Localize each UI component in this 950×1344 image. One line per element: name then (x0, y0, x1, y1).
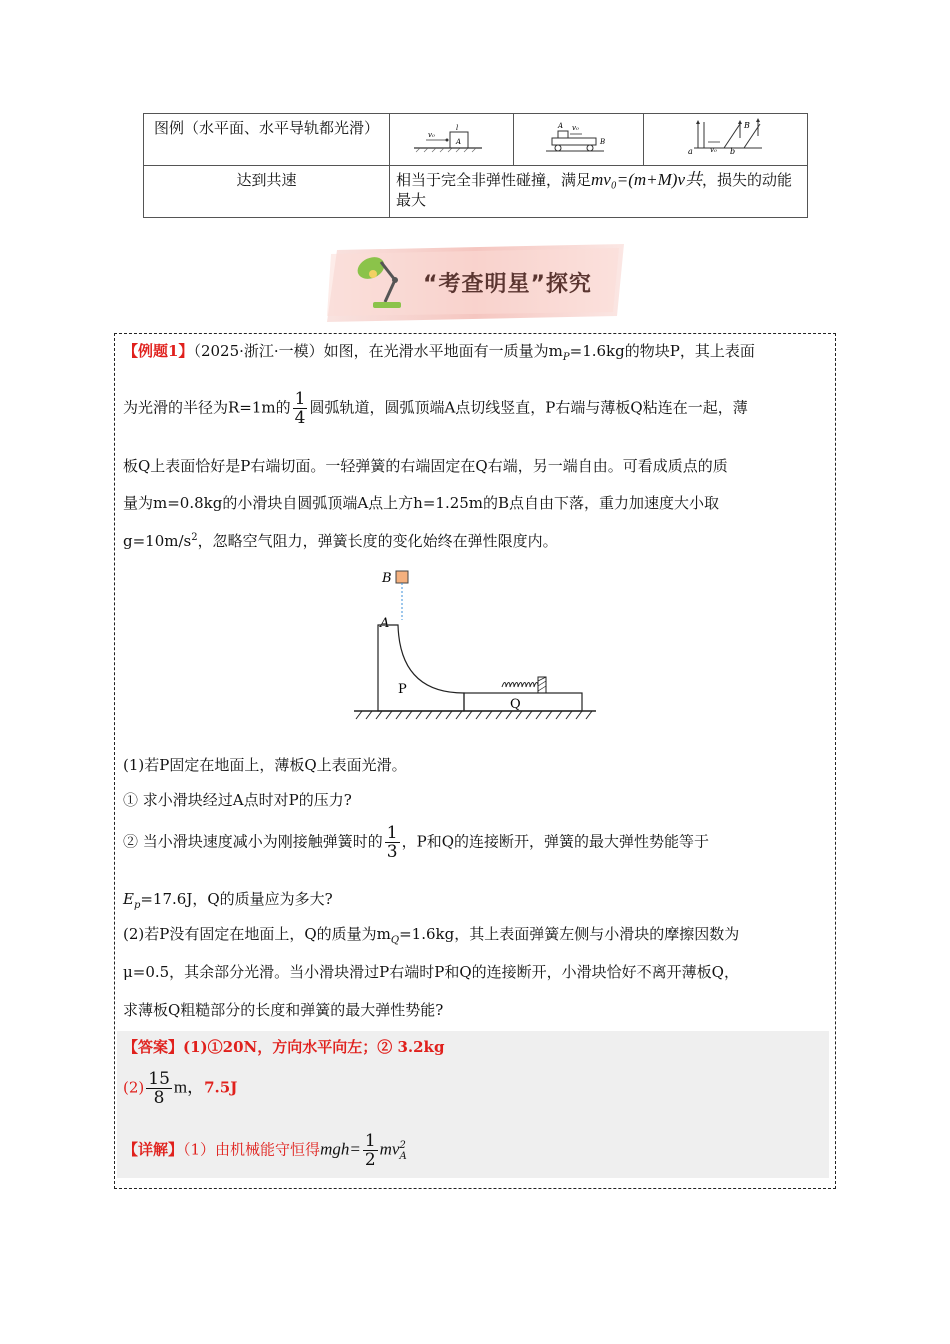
problem-line-4: 量为m=0.8kg的小滑块自圆弧顶端A点上方h=1.25m的B点自由下落，重力加速度大小取 (123, 494, 720, 512)
figure-rails (644, 114, 808, 166)
fig1-a-label: A (455, 138, 461, 146)
desc-formula: mv₀=(m+M)v共 (591, 170, 702, 189)
fig3-bb-label: b (729, 147, 735, 156)
fraction-third (385, 824, 400, 861)
frac-num: 1 (364, 1131, 376, 1151)
label-q: Q (510, 697, 521, 712)
q2-pre: (2)若P没有固定在地面上，Q的质量为m (123, 925, 391, 943)
answer-2-post: 7.5J (204, 1078, 238, 1097)
q1b-post: ，P和Q的连接断开，弹簧的最大弹性势能等于 (401, 832, 710, 851)
lamp-icon (351, 250, 421, 316)
figure-block-spring (390, 114, 514, 166)
answer-line-2 (123, 1070, 237, 1107)
detail-line (123, 1132, 407, 1169)
fig3-b-label: B (743, 121, 750, 130)
figure-cart (514, 114, 644, 166)
fig2-a-label: A (557, 122, 563, 130)
l1-end: =1.6kg的物块P，其上表面 (569, 342, 755, 360)
q1b-pre: ② 当小滑块速度减小为刚接触弹簧时的 (123, 832, 383, 851)
quarter-arc-block (378, 625, 464, 711)
l5-sup: 2 (191, 532, 198, 543)
fig2-b-label: B (599, 138, 605, 146)
q1c-sub: p (133, 900, 141, 911)
answer-2-unit: m， (173, 1077, 205, 1097)
diagram-rails (684, 118, 768, 156)
detail-sub: A (399, 1150, 407, 1162)
fig1-l-label: l (455, 124, 458, 132)
q2-post: =1.6kg，其上表面弹簧左侧与小滑块的摩擦因数为 (399, 925, 740, 943)
question-1c (123, 888, 333, 911)
answer-tag: 【答案】 (123, 1038, 184, 1056)
example-tag: 【例题1】 (123, 342, 194, 360)
block-b (396, 571, 408, 583)
problem-line-2 (123, 390, 748, 427)
detail-tag: 【详解】 (123, 1140, 184, 1159)
l2-post: 圆弧轨道，圆弧顶端A点切线竖直，P右端与薄板Q粘连在一起，薄 (309, 398, 748, 417)
table-cell-legend-label: 图例（水平面、水平导轨都光滑） (144, 114, 390, 166)
question-1a: ① 求小滑块经过A点时对P的压力? (123, 791, 352, 809)
table-cell-cospeed-desc (390, 166, 808, 218)
diagram-block-on-cart (544, 120, 614, 154)
frac-den: 2 (364, 1150, 376, 1170)
label-p: P (398, 682, 407, 697)
question-1b (123, 824, 709, 861)
detail-formula-right: mv (379, 1139, 400, 1159)
frac-den: 8 (153, 1088, 165, 1108)
l5-post: ，忽略空气阻力，弹簧长度的变化始终在弹性限度内。 (197, 532, 558, 550)
problem-line-1 (123, 340, 755, 363)
fig2-v0-label: v₀ (571, 124, 579, 132)
fraction-half (363, 1132, 378, 1169)
plank-q (464, 693, 582, 711)
fig3-v0-label: v₀ (709, 146, 717, 154)
problem-line-3: 板Q上表面恰好是P右端切面。一轻弹簧的右端固定在Q右端，另一端自由。可看成质点的质 (123, 457, 728, 475)
q2-sub: Q (390, 935, 400, 946)
l1-text: 如图，在光滑水平地面有一质量为m (323, 342, 563, 360)
question-2c: 求薄板Q粗糙部分的长度和弹簧的最大弹性势能? (123, 1001, 444, 1019)
answer-2-pre: (2) (123, 1078, 145, 1097)
fig3-a-label: a (687, 147, 693, 156)
detail-sup: 2 (399, 1139, 406, 1151)
detail-formula-left: mgh= (320, 1139, 361, 1159)
problem-line-5 (123, 530, 558, 551)
table-row (144, 114, 808, 166)
desc-post: ，损失的动能最大 (396, 171, 793, 209)
frac-num: 1 (294, 389, 306, 409)
example-source: （2025·浙江·一模） (193, 342, 324, 360)
l1-sub: P (562, 352, 570, 363)
fraction-15-8 (146, 1070, 172, 1107)
diagram-block-on-ground (412, 120, 492, 154)
section-banner (327, 244, 624, 322)
banner-title: “考查明星”探究 (423, 272, 592, 297)
question-1: (1)若P固定在地面上，薄板Q上表面光滑。 (123, 756, 407, 774)
label-b: B (382, 571, 392, 586)
frac-den: 3 (386, 842, 398, 862)
l5-pre: g=10m/s (123, 532, 192, 550)
detail-text: （1）由机械能守恒得 (183, 1140, 321, 1159)
fig1-v0-label: v₀ (427, 131, 435, 139)
question-2b: μ=0.5，其余部分光滑。当小滑块滑过P右端时P和Q的连接断开，小滑块恰好不离开薄板Q， (123, 963, 739, 981)
l2-pre: 为光滑的半径为R=1m的 (123, 398, 291, 417)
frac-den: 4 (294, 408, 306, 428)
frac-num: 15 (148, 1069, 170, 1089)
fraction-quarter (293, 390, 308, 427)
q1c-pre: E (123, 890, 134, 908)
question-2 (123, 923, 739, 946)
spring (502, 683, 538, 688)
ground-hatch (356, 711, 592, 719)
answer-line-1 (123, 1036, 444, 1057)
comparison-table (143, 113, 808, 218)
answer-1: (1)①20N，方向水平向左；② 3.2kg (183, 1038, 445, 1056)
desc-pre: 相当于完全非弹性碰撞，满足 (396, 171, 592, 189)
frac-num: 1 (386, 823, 398, 843)
physics-figure (350, 565, 600, 725)
label-a: A (380, 616, 390, 631)
table-cell-cospeed-label: 达到共速 (144, 166, 390, 218)
table-row (144, 166, 808, 218)
q1c-post: =17.6J，Q的质量应为多大? (140, 890, 333, 908)
